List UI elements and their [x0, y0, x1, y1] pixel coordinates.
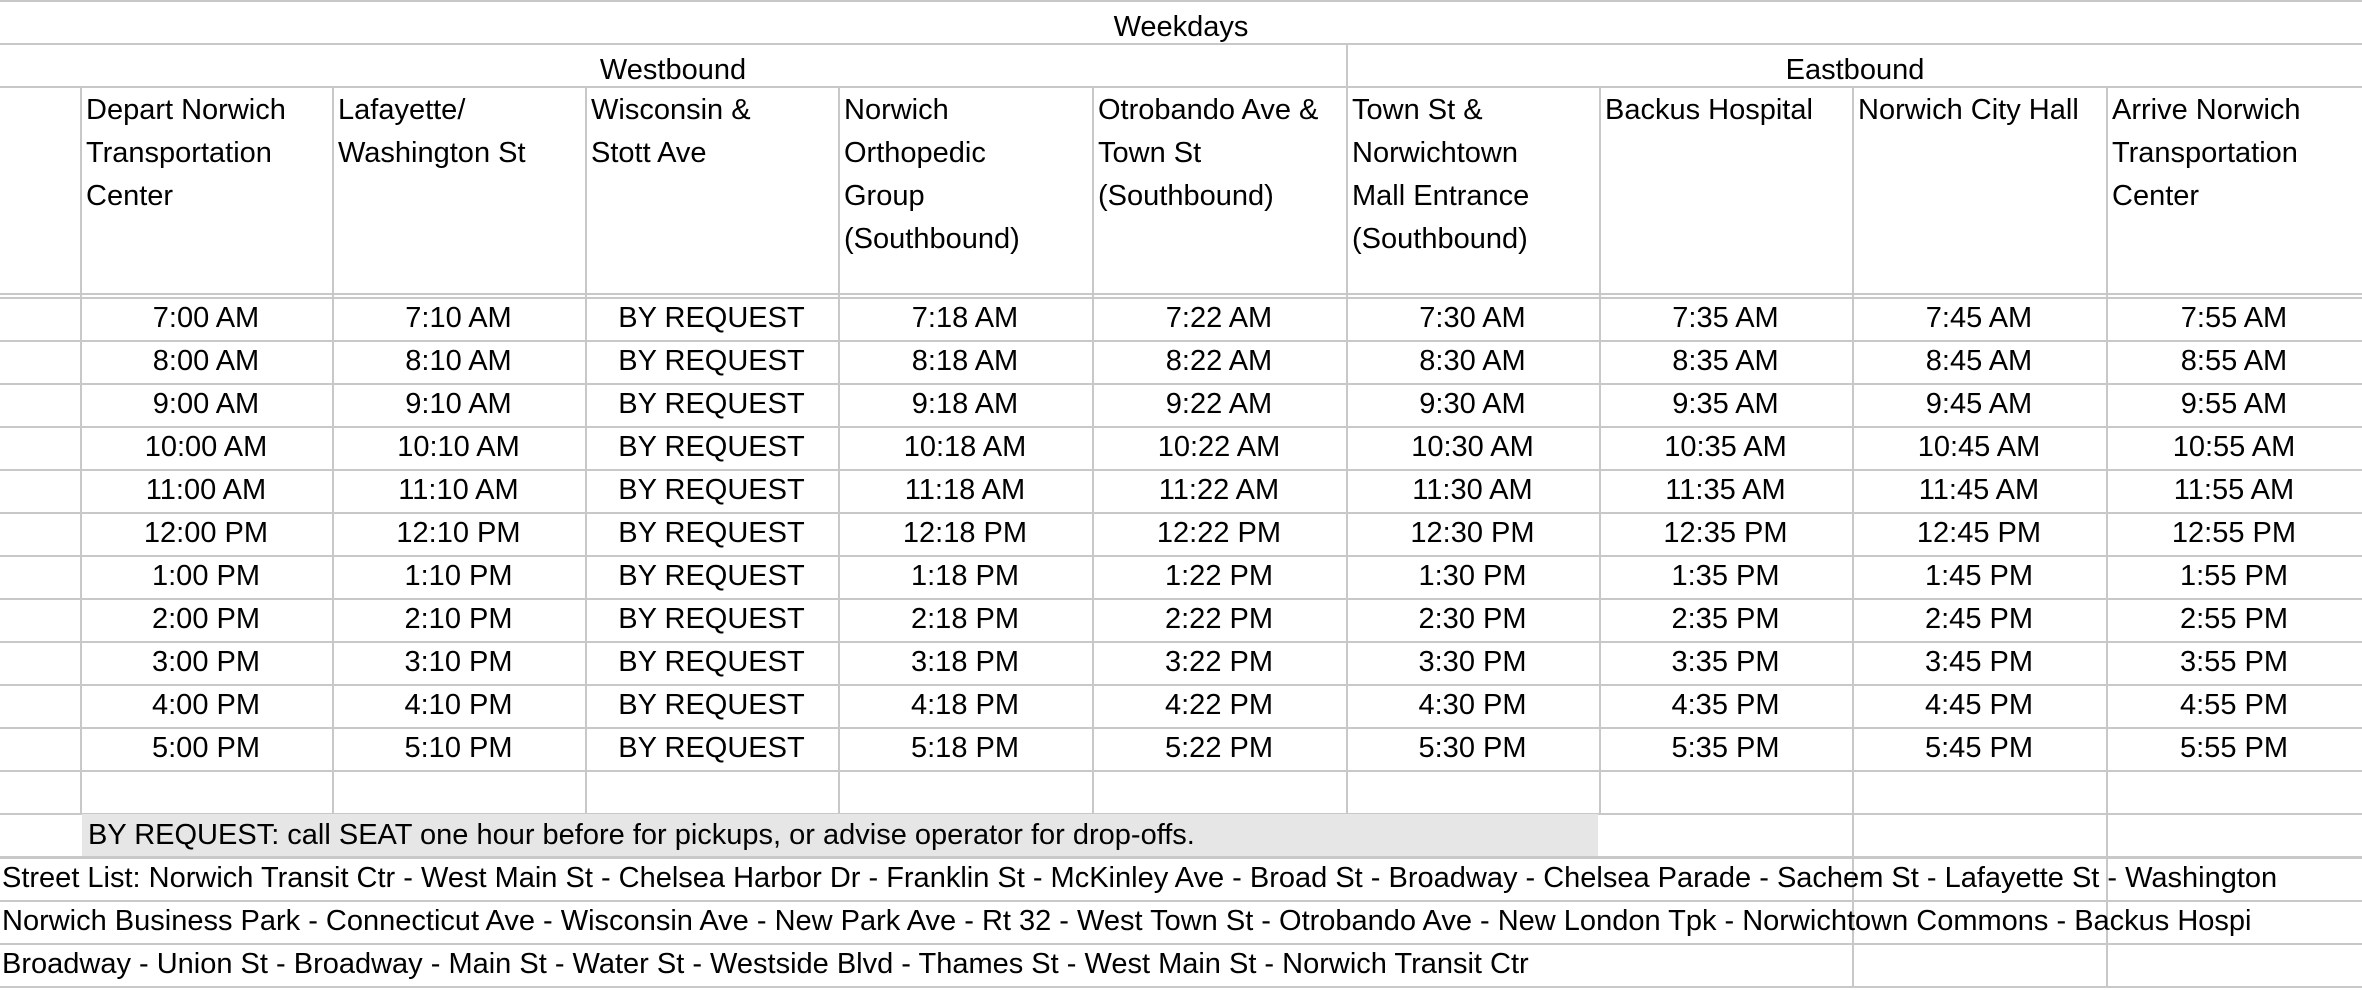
table-cell: 11:30 AM: [1412, 474, 1533, 506]
table-cell: 11:10 AM: [398, 474, 519, 506]
table-cell: 2:45 PM: [1925, 603, 2033, 635]
table-cell: 8:55 AM: [2180, 345, 2288, 377]
table-cell: 2:55 PM: [2180, 603, 2288, 635]
table-cell: 12:45 PM: [1916, 517, 2042, 549]
table-cell: 10:30 AM: [1411, 431, 1534, 463]
table-cell: 10:18 AM: [903, 431, 1027, 463]
table-cell: BY REQUEST: [618, 388, 805, 420]
table-cell: 9:10 AM: [405, 388, 512, 420]
table-cell: BY REQUEST: [618, 517, 805, 549]
table-cell: 11:18 AM: [904, 474, 1026, 506]
column-header: Norwich City Hall: [1858, 94, 2079, 126]
table-cell: 3:35 PM: [1671, 646, 1780, 678]
table-cell: 8:45 AM: [1925, 345, 2033, 377]
table-cell: 9:18 AM: [911, 388, 1019, 420]
table-cell: 8:22 AM: [1165, 345, 1273, 377]
table-cell: 8:00 AM: [152, 345, 260, 377]
street-list-line-2: Norwich Business Park - Connecticut Ave - Wisconsin Ave - New Park Ave - Rt 32 - West Town St - Otrobando Ave - New London Tpk - Norwichtown Commons - Backus Hospi: [2, 905, 2252, 937]
table-cell: 3:22 PM: [1165, 646, 1273, 678]
table-cell: 1:55 PM: [2180, 560, 2288, 592]
table-cell: 7:45 AM: [1925, 302, 2033, 334]
table-cell: 1:30 PM: [1418, 560, 1527, 592]
table-cell: 7:55 AM: [2180, 302, 2288, 334]
grid-line: [0, 0, 2362, 2]
table-cell: 7:10 AM: [405, 302, 512, 334]
table-cell: 3:55 PM: [2180, 646, 2288, 678]
table-cell: 11:55 AM: [2173, 474, 2295, 506]
table-cell: 5:22 PM: [1165, 732, 1273, 764]
table-cell: 2:22 PM: [1165, 603, 1273, 635]
by-request-note: BY REQUEST: call SEAT one hour before for pickups, or advise operator for drop-offs.: [88, 819, 1195, 851]
column-header: Town St & Norwichtown Mall Entrance (Southbound): [1352, 94, 1530, 255]
table-cell: BY REQUEST: [618, 689, 805, 721]
table-cell: 12:00 PM: [143, 517, 269, 549]
table-cell: 3:00 PM: [152, 646, 260, 678]
table-cell: BY REQUEST: [618, 431, 805, 463]
table-cell: 7:22 AM: [1165, 302, 1273, 334]
table-cell: 10:22 AM: [1157, 431, 1281, 463]
table-cell: 5:55 PM: [2180, 732, 2288, 764]
table-cell: 12:35 PM: [1663, 517, 1788, 549]
table-cell: 10:10 AM: [397, 431, 520, 463]
table-cell: 4:18 PM: [911, 689, 1019, 721]
table-cell: 5:35 PM: [1671, 732, 1780, 764]
table-cell: 10:55 AM: [2172, 431, 2296, 463]
table-cell: 3:18 PM: [911, 646, 1019, 678]
grid-line: [0, 770, 2362, 772]
table-cell: BY REQUEST: [618, 560, 805, 592]
column-header: Arrive Norwich Transportation Center: [2112, 94, 2301, 212]
table-cell: 5:10 PM: [404, 732, 513, 764]
table-cell: 2:10 PM: [404, 603, 513, 635]
table-cell: 4:55 PM: [2180, 689, 2288, 721]
table-cell: 9:55 AM: [2180, 388, 2288, 420]
table-cell: 12:10 PM: [396, 517, 521, 549]
table-cell: 5:45 PM: [1925, 732, 2033, 764]
table-cell: 5:00 PM: [152, 732, 260, 764]
table-cell: 5:30 PM: [1418, 732, 1527, 764]
table-cell: 3:10 PM: [404, 646, 513, 678]
table-cell: 9:35 AM: [1672, 388, 1779, 420]
column-header: Depart Norwich Transportation Center: [86, 94, 286, 212]
table-cell: 4:45 PM: [1925, 689, 2033, 721]
table-cell: 9:00 AM: [152, 388, 260, 420]
table-cell: 1:18 PM: [911, 560, 1019, 592]
grid-line: [0, 986, 2362, 988]
grid-line: [0, 293, 2362, 295]
table-cell: 12:18 PM: [902, 517, 1028, 549]
table-cell: 11:22 AM: [1158, 474, 1280, 506]
table-cell: 3:30 PM: [1418, 646, 1527, 678]
table-cell: BY REQUEST: [618, 474, 805, 506]
table-cell: 8:35 AM: [1672, 345, 1779, 377]
table-cell: 12:55 PM: [2171, 517, 2297, 549]
table-cell: 8:30 AM: [1419, 345, 1526, 377]
column-header: Lafayette/ Washington St: [338, 94, 526, 169]
table-cell: 12:30 PM: [1410, 517, 1535, 549]
table-cell: 1:45 PM: [1925, 560, 2033, 592]
table-cell: 11:45 AM: [1918, 474, 2040, 506]
table-cell: 10:35 AM: [1664, 431, 1787, 463]
table-cell: 11:35 AM: [1665, 474, 1786, 506]
schedule-title: Weekdays: [1113, 11, 1249, 43]
table-cell: 2:35 PM: [1671, 603, 1780, 635]
table-cell: 2:30 PM: [1418, 603, 1527, 635]
table-cell: 5:18 PM: [911, 732, 1019, 764]
table-cell: 9:45 AM: [1925, 388, 2033, 420]
westbound-header: Westbound: [599, 54, 747, 86]
table-cell: 2:18 PM: [911, 603, 1019, 635]
table-cell: 1:00 PM: [152, 560, 260, 592]
table-cell: 10:00 AM: [144, 431, 268, 463]
table-cell: 11:00 AM: [145, 474, 267, 506]
table-cell: 7:18 AM: [911, 302, 1019, 334]
table-cell: 4:30 PM: [1418, 689, 1527, 721]
table-cell: BY REQUEST: [618, 603, 805, 635]
table-cell: 10:45 AM: [1917, 431, 2041, 463]
table-cell: 4:35 PM: [1671, 689, 1780, 721]
column-header: Otrobando Ave & Town St (Southbound): [1098, 94, 1319, 212]
table-cell: 12:22 PM: [1156, 517, 1282, 549]
table-cell: 4:00 PM: [152, 689, 260, 721]
table-cell: 7:35 AM: [1672, 302, 1779, 334]
table-cell: 1:22 PM: [1165, 560, 1273, 592]
table-cell: 8:10 AM: [405, 345, 512, 377]
column-header: Norwich Orthopedic Group (Southbound): [844, 94, 1020, 255]
table-cell: 4:10 PM: [404, 689, 513, 721]
table-cell: 1:10 PM: [404, 560, 513, 592]
eastbound-header: Eastbound: [1785, 54, 1925, 86]
street-list-line-1: Street List: Norwich Transit Ctr - West Main St - Chelsea Harbor Dr - Franklin St - McKinley Ave - Broad St - Broadway - Chelsea Parade - Sachem St - Lafayette St - Washington: [2, 862, 2278, 894]
table-cell: 2:00 PM: [152, 603, 260, 635]
table-cell: 4:22 PM: [1165, 689, 1273, 721]
table-cell: BY REQUEST: [618, 646, 805, 678]
street-list-line-3: Broadway - Union St - Broadway - Main St - Water St - Westside Blvd - Thames St - West Main St - Norwich Transit Ctr: [2, 948, 1529, 980]
table-cell: 8:18 AM: [911, 345, 1019, 377]
table-cell: 1:35 PM: [1671, 560, 1780, 592]
table-cell: 9:30 AM: [1419, 388, 1526, 420]
table-cell: BY REQUEST: [618, 345, 805, 377]
table-cell: 7:30 AM: [1419, 302, 1526, 334]
table-cell: BY REQUEST: [618, 302, 805, 334]
column-header: Backus Hospital: [1605, 94, 1813, 126]
table-cell: 9:22 AM: [1165, 388, 1273, 420]
table-cell: 7:00 AM: [152, 302, 260, 334]
table-cell: 3:45 PM: [1925, 646, 2033, 678]
column-header: Wisconsin & Stott Ave: [591, 94, 751, 169]
table-cell: BY REQUEST: [618, 732, 805, 764]
